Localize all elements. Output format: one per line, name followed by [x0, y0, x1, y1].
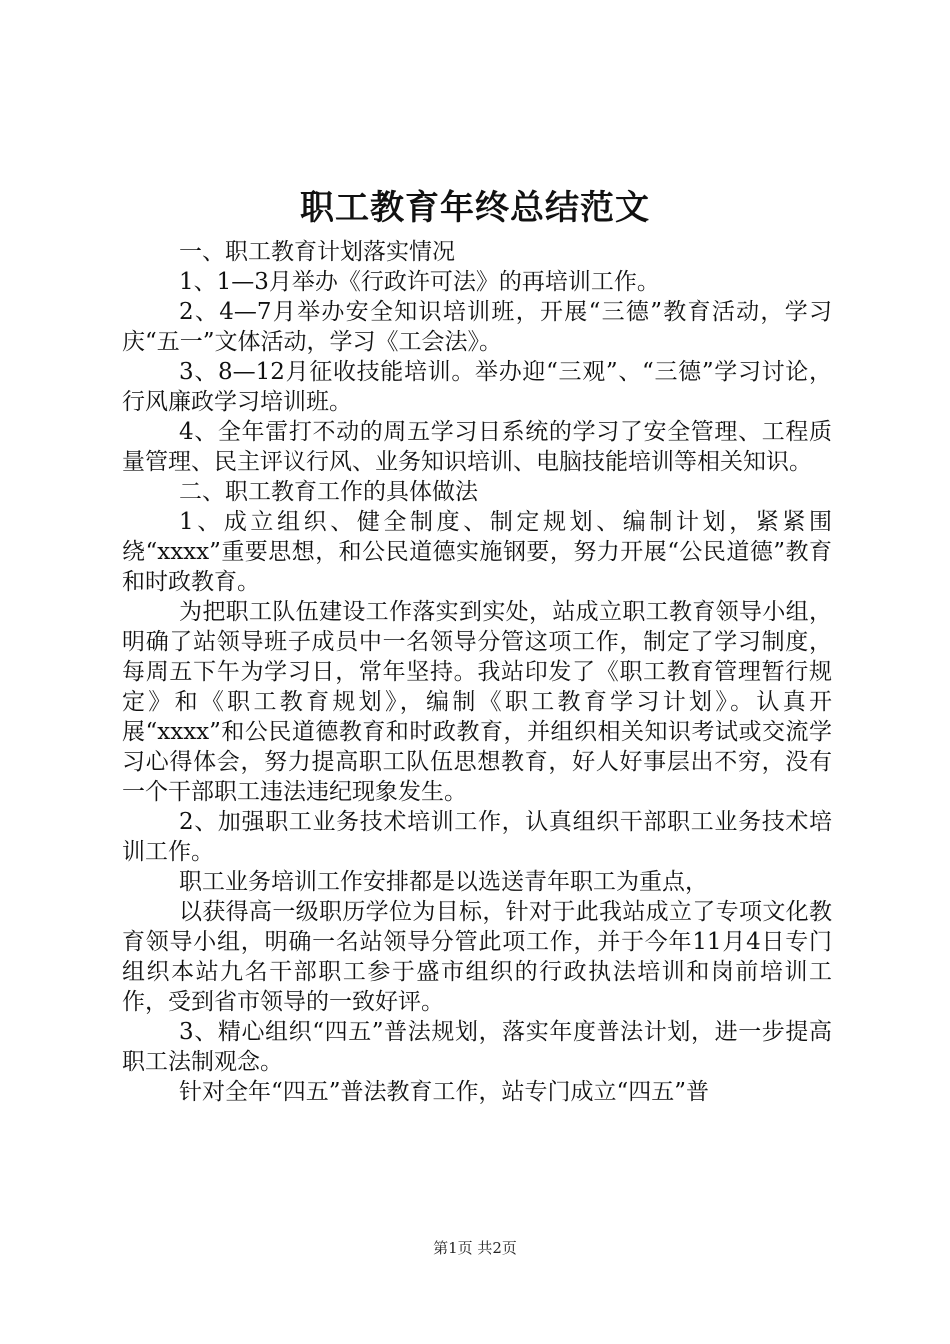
paragraph: 1、1—3月举办《行政许可法》的再培训工作。 [179, 269, 660, 295]
page-footer [0, 1238, 950, 1258]
paragraph: 针对全年“四五”普法教育工作，站专门成立“四五”普 [179, 1079, 710, 1105]
paragraph: 1、成立组织、健全制度、制定规划、编制计划，紧紧围绕“xxxx”重要思想，和公民道德实施钢要，努力开展“公民道德”教育和时政教育。 [122, 509, 832, 595]
paragraph: 以获得高一级职历学位为目标，针对于此我站成立了专项文化教育领导小组，明确一名站领导分管此项工作，并于今年11月4日专门组织本站九名干部职工参于盛市组织的行政执法培训和岗前培训工作，受到省市领导的一致好评。 [122, 899, 832, 1015]
paragraph: 职工业务培训工作安排都是以选送青年职工为重点， [179, 869, 708, 895]
paragraph: 4、全年雷打不动的周五学习日系统的学习了安全管理、工程质量管理、民主评议行风、业务知识培训、电脑技能培训等相关知识。 [122, 419, 832, 475]
paragraph: 3、精心组织“四五”普法规划，落实年度普法计划，进一步提高职工法制观念。 [122, 1019, 832, 1075]
paragraph: 2、4—7月举办安全知识培训班，开展“三德”教育活动，学习庆“五一”文体活动，学习《工会法》。 [122, 299, 832, 355]
page-total: 共2页 [477, 1239, 517, 1257]
section-heading: 二、职工教育工作的具体做法 [179, 479, 478, 505]
page-number: 第1页 [433, 1239, 473, 1257]
document-body [122, 237, 832, 1107]
paragraph: 为把职工队伍建设工作落实到实处，站成立职工教育领导小组，明确了站领导班子成员中一名领导分管这项工作，制定了学习制度，每周五下午为学习日，常年坚持。我站印发了《职工教育管理暂行规定》和《职工教育规划》，编制《职工教育学习计划》。认真开展“xxxx”和公民道德教育和时政教育，并组织相关知识考试或交流学习心得体会，努力提高职工队伍思想教育，好人好事层出不穷，没有一个干部职工违法违纪现象发生。 [122, 599, 832, 805]
section-heading: 一、职工教育计划落实情况 [179, 239, 455, 265]
document-title: 职工教育年终总结范文 [300, 188, 650, 228]
paragraph: 3、8—12月征收技能培训。举办迎“三观”、“三德”学习讨论，行风廉政学习培训班。 [122, 359, 832, 415]
paragraph: 2、加强职工业务技术培训工作，认真组织干部职工业务技术培训工作。 [122, 809, 832, 865]
